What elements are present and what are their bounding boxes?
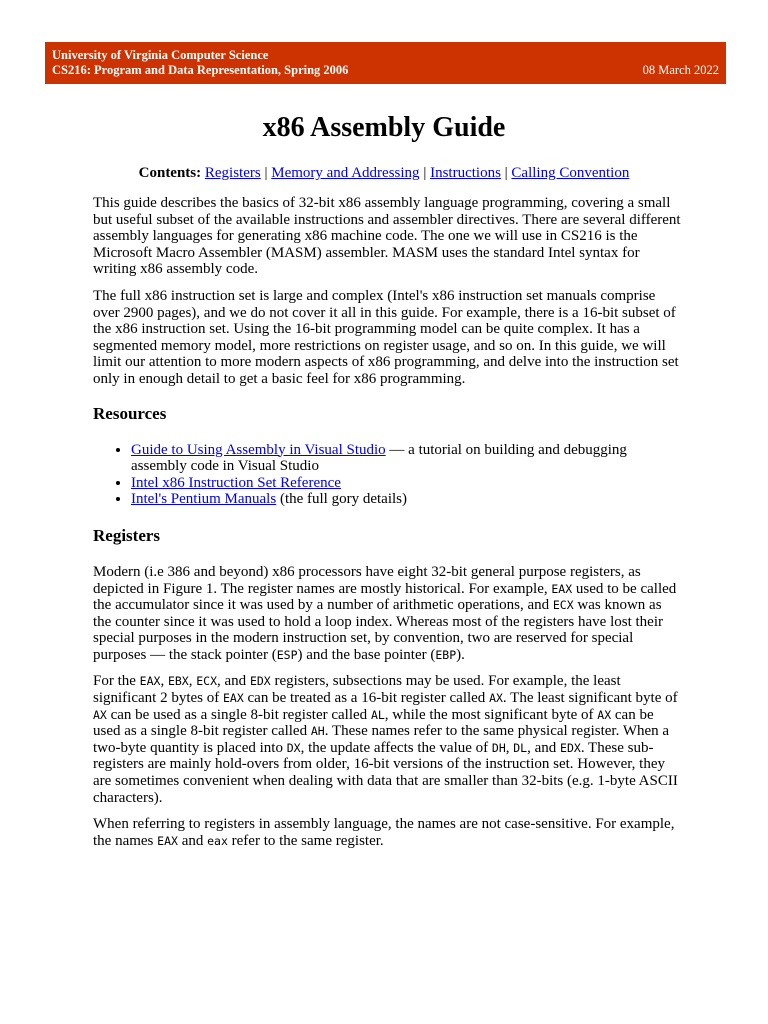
contents-separator: | [419, 165, 431, 181]
text-run: can be treated as a 16-bit register called [243, 690, 490, 707]
banner-date: 08 March 2022 [642, 63, 719, 77]
list-item [131, 491, 681, 508]
text-run: . These names refer to the same physical register. When a two-byte quantity is placed into [93, 723, 670, 756]
course-banner [45, 42, 726, 84]
text-run: registers, subsections may be used. For example, the least significant 2 bytes of [93, 673, 621, 707]
resource-desc: (the full gory details) [276, 491, 407, 508]
text-run: , and [527, 739, 561, 756]
text-run: refer to the same register. [227, 832, 384, 849]
register-name: EDX [249, 674, 271, 689]
contents-link-memory[interactable]: Memory and Addressing [271, 165, 420, 181]
resources-heading: Resources [93, 403, 167, 423]
text-run: can be used as a single 8-bit register called [93, 706, 654, 740]
text-run: ) and the base pointer ( [297, 646, 436, 663]
register-name: ECX [552, 598, 574, 613]
banner-university: University of Virginia Computer Science [52, 48, 269, 62]
text-run: , and [217, 673, 250, 690]
contents-link-calling[interactable]: Calling Convention [511, 165, 630, 181]
register-name: EDX [560, 740, 581, 755]
list-item [131, 442, 681, 475]
registers-paragraph-3 [93, 816, 681, 849]
register-name: DX [286, 740, 301, 755]
text-run: ). [456, 646, 465, 663]
text-run: When referring to registers in assembly language, the names are not case-sensitive. For example, the names [93, 816, 675, 849]
text-run: For the [93, 673, 140, 690]
register-name: eax [207, 833, 228, 848]
registers-paragraph-1 [93, 564, 681, 664]
text-run: . The least significant byte of [502, 690, 678, 707]
text-run: , [188, 673, 197, 690]
resource-link-instruction-ref[interactable]: Intel x86 Instruction Set Reference [131, 474, 341, 491]
text-run: , [160, 673, 168, 690]
text-run: was known as the counter since it was used to hold a loop index. Whereas most of the registers have lost their special purposes in the modern instruction set, by convention, two are reserved for special purposes — the stack pointer ( [93, 597, 663, 663]
text-run: , [505, 739, 514, 756]
register-name: ECX [196, 674, 218, 689]
intro-paragraph-2: The full x86 instruction set is large and complex (Intel's x86 instruction set manuals comprise over 2900 pages), and we do not cover it all in this guide. For example, there is a 16-bit subset of the x86 instruction set. Using the 16-bit programming model can be quite complex. It has a segmented memory model, more restrictions on register usage, and so on. In this guide, we will limit our attention to more modern aspects of x86 programming, and delve into the instruction set only in enough detail to get a basic feel for x86 programming. [93, 287, 679, 387]
register-name: AX [597, 707, 612, 722]
main-content [93, 195, 681, 859]
contents-link-instructions[interactable]: Instructions [430, 165, 501, 181]
register-name: AH [310, 724, 325, 739]
register-name: AX [93, 707, 107, 722]
page-title: x86 Assembly Guide [262, 112, 506, 143]
register-name: EBP [435, 647, 457, 662]
register-name: EAX [551, 581, 573, 596]
register-name: EAX [139, 674, 161, 689]
resource-link-pentium[interactable]: Intel's Pentium Manuals [131, 491, 277, 508]
contents-link-registers[interactable]: Registers [204, 165, 261, 181]
registers-heading: Registers [93, 525, 161, 545]
contents-separator: | [260, 165, 272, 181]
register-name: DH [491, 740, 506, 755]
contents-separator: | [500, 165, 512, 181]
register-name: DL [513, 740, 528, 755]
register-name: EAX [222, 691, 244, 706]
text-run: used to be called the accumulator since it was used by a number of arithmetic operations, and [93, 580, 677, 614]
registers-paragraph-2 [93, 673, 681, 806]
contents-label: Contents: [138, 165, 202, 181]
intro-paragraph-1: This guide describes the basics of 32-bit x86 assembly language programming, covering a small but useful subset of the available instructions and assembler directives. There are several different assembly languages for generating x86 machine code. The one we will use in CS216 is the Microsoft Macro Assembler (MASM) assembler. MASM uses the standard Intel syntax for writing x86 assembly code. [93, 195, 681, 278]
resources-list [93, 442, 681, 508]
register-name: EBX [167, 674, 189, 689]
list-item [131, 475, 681, 492]
resource-link-visual-studio[interactable]: Guide to Using Assembly in Visual Studio [131, 441, 386, 458]
banner-course: CS216: Program and Data Representation, Spring 2006 [52, 63, 349, 77]
text-run: can be used as a single 8-bit register called [106, 706, 371, 723]
resource-desc: — a tutorial on building and debugging assembly code in Visual Studio [131, 441, 627, 475]
register-name: AX [489, 691, 503, 706]
contents-nav [0, 164, 768, 182]
text-run: , while the most significant byte of [384, 706, 598, 723]
text-run: and [177, 832, 208, 849]
register-name: ESP [276, 647, 298, 662]
register-name: EAX [157, 833, 178, 848]
banner-course-row [52, 63, 719, 78]
register-name: AL [370, 707, 385, 722]
text-run: , the update affects the value of [300, 739, 492, 756]
text-run: Modern (i.e 386 and beyond) x86 processors have eight 32-bit general purpose registers, as depicted in Figure 1. The register names are mostly historical. For example, [93, 563, 641, 597]
text-run: . These sub-registers are mainly hold-overs from older, 16-bit versions of the instruction set. However, they are sometimes convenient when dealing with data that are smaller than 32-bits (e.g. 1-byte ASCII characters). [93, 739, 678, 806]
